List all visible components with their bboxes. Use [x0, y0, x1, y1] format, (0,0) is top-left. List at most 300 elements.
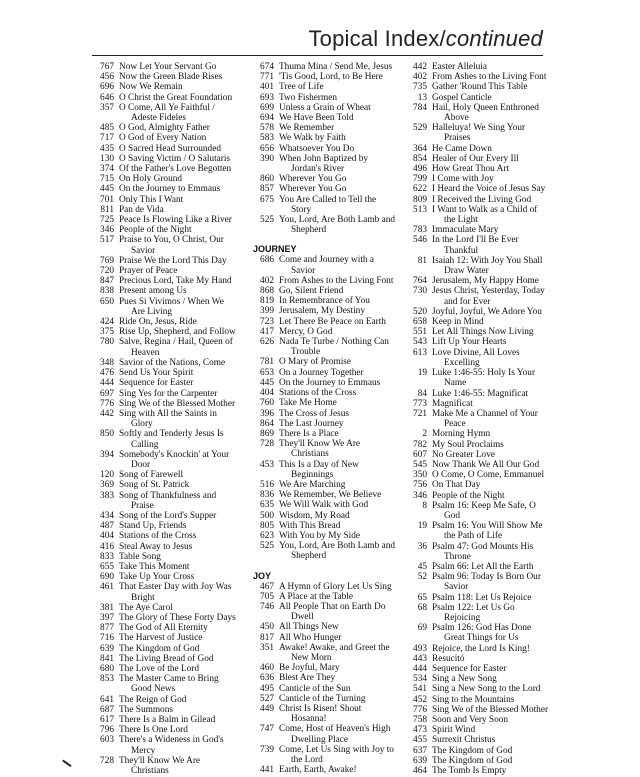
hymn-title: O Sacred Head Surrounded	[119, 143, 221, 154]
index-entry	[253, 490, 413, 500]
hymn-title: Psalm 47: God Mounts His	[432, 541, 534, 552]
hymn-number: 860	[260, 174, 274, 185]
hymn-title: On a Journey Together	[279, 367, 364, 378]
hymn-number: 780	[100, 337, 114, 348]
section-heading: JOURNEY	[253, 244, 297, 255]
hymn-number: 357	[100, 102, 114, 113]
hymn-title: The Kingdom of God	[432, 755, 513, 766]
index-entry	[406, 154, 566, 164]
hymn-title: People of the Night	[432, 490, 505, 501]
index-entry	[406, 235, 566, 255]
index-entry	[406, 348, 566, 368]
hymn-number: 578	[260, 123, 274, 134]
index-entry	[93, 470, 253, 480]
hymn-number: 769	[100, 255, 114, 266]
hymn-number: 653	[260, 367, 274, 378]
hymn-number: 641	[100, 694, 114, 705]
hymn-number: 404	[260, 388, 274, 399]
hymn-number: 13	[417, 92, 427, 103]
hymn-number: 805	[260, 520, 274, 531]
index-entry	[93, 327, 253, 337]
index-entry	[93, 511, 253, 521]
index-entry	[406, 644, 566, 654]
hymn-title: The Glory of These Forty Days	[119, 612, 236, 623]
hymn-title: They'll Know We Are	[279, 439, 361, 450]
hymn-title: Psalm 96: Today Is Born Our	[432, 572, 541, 583]
hymn-number: 485	[100, 123, 114, 134]
hymn-number: 841	[100, 653, 114, 664]
index-entry	[93, 235, 253, 255]
hymn-title: O Mary of Promise	[279, 357, 352, 368]
hymn-number: 730	[413, 286, 427, 297]
index-entry	[93, 317, 253, 327]
hymn-number: 443	[413, 653, 427, 664]
index-entry	[93, 531, 253, 541]
hymn-number: 680	[100, 663, 114, 674]
index-entry	[406, 337, 566, 347]
index-entry	[253, 337, 413, 357]
index-entry	[93, 144, 253, 154]
hymn-number: 639	[413, 755, 427, 766]
index-entry	[253, 215, 413, 235]
hymn-number: 635	[260, 500, 274, 511]
header-title: Topical Index/	[308, 26, 446, 51]
hymn-title: We Will Walk with God	[279, 500, 369, 511]
hymn-title: Gather 'Round This Table	[432, 82, 528, 93]
hymn-number: 434	[100, 510, 114, 521]
index-entry	[93, 521, 253, 531]
index-column-1	[93, 62, 253, 776]
hymn-number: 728	[100, 755, 114, 766]
index-entry	[406, 725, 566, 735]
index-entry	[253, 419, 413, 429]
hymn-title: Psalm 118: Let Us Rejoice	[432, 592, 532, 603]
index-entry	[253, 745, 413, 765]
hymn-number: 68	[417, 602, 427, 613]
hymn-title: I Want to Walk as a Child of	[432, 204, 538, 215]
hymn-title: All People That on Earth Do	[279, 601, 386, 612]
hymn-title: On That Day	[432, 480, 481, 491]
hymn-number: 543	[413, 337, 427, 348]
hymn-number: 460	[260, 663, 274, 674]
hymn-number: 402	[413, 72, 427, 83]
hymn-title-continuation: Praise	[131, 500, 154, 511]
index-entry	[253, 113, 413, 123]
hymn-title-continuation: Throne	[444, 551, 471, 562]
hymn-title: There Is One Lord	[119, 725, 188, 736]
index-entry	[406, 82, 566, 92]
index-entry	[253, 480, 413, 490]
index-entry	[253, 673, 413, 683]
hymn-title: Come, Let Us Sing with Joy to	[279, 744, 394, 755]
hymn-number: 735	[413, 82, 427, 93]
hymn-title: Steal Away to Jesus	[119, 541, 193, 552]
hymn-number: 583	[260, 133, 274, 144]
hymn-title: Jerusalem, My Happy Home	[432, 276, 539, 287]
hymn-title: Sequence for Easter	[432, 663, 507, 674]
hymn-number: 402	[260, 275, 274, 286]
index-entry	[253, 521, 413, 531]
hymn-title: No Greater Love	[432, 449, 495, 460]
hymn-title: I Come with Joy	[432, 174, 494, 185]
index-entry	[93, 674, 253, 694]
index-entry	[93, 82, 253, 92]
index-entry	[406, 399, 566, 409]
hymn-title-continuation: Door	[131, 459, 151, 470]
hymn-title: Nada Te Turbe / Nothing Can	[279, 337, 389, 348]
index-entry	[93, 644, 253, 654]
hymn-number: 476	[100, 368, 114, 379]
index-entry	[406, 327, 566, 337]
hymn-title-continuation: New Morn	[291, 652, 332, 663]
index-entry	[253, 592, 413, 602]
hymn-number: 456	[100, 72, 114, 83]
hymn-number: 658	[413, 317, 427, 328]
hymn-number: 399	[260, 306, 274, 317]
index-entry	[406, 256, 566, 276]
hymn-title: We Have Been Told	[279, 113, 354, 124]
hymn-title-continuation: Shepherd	[291, 225, 327, 236]
hymn-title: The Kingdom of God	[119, 643, 200, 654]
hymn-title-continuation: the Light	[444, 215, 478, 226]
hymn-title: All Things New	[279, 622, 339, 633]
index-entry	[253, 103, 413, 113]
hymn-number: 809	[413, 194, 427, 205]
index-entry	[253, 357, 413, 367]
index-entry	[93, 633, 253, 643]
index-entry	[406, 460, 566, 470]
index-entry	[406, 389, 566, 399]
hymn-title: Song of St. Patrick	[119, 480, 190, 491]
hymn-title: O Saving Victim / O Salutaris	[119, 153, 231, 164]
index-entry	[93, 654, 253, 664]
hymn-number: 396	[260, 408, 274, 419]
hymn-number: 487	[100, 521, 114, 532]
hymn-number: 464	[413, 766, 427, 777]
hymn-number: 444	[100, 378, 114, 389]
index-entry	[93, 450, 253, 470]
hymn-number: 756	[413, 480, 427, 491]
hymn-number: 617	[100, 715, 114, 725]
index-entry	[406, 654, 566, 664]
hymn-number: 130	[100, 153, 114, 164]
hymn-number: 442	[100, 408, 114, 419]
hymn-number: 799	[413, 174, 427, 185]
hymn-title-continuation: Are Living	[131, 306, 173, 317]
hymn-title: With You by My Side	[279, 530, 360, 541]
hymn-title: Canticle of the Sun	[279, 683, 351, 694]
hymn-number: 450	[260, 622, 274, 633]
hymn-number: 758	[413, 715, 427, 725]
hymn-title: We Walk by Faith	[279, 133, 346, 144]
hymn-number: 496	[413, 164, 427, 175]
hymn-number: 783	[413, 225, 427, 236]
hymn-number: 857	[260, 184, 274, 195]
hymn-title-continuation: the Lord	[291, 755, 323, 765]
hymn-title: Psalm 122: Let Us Go	[432, 602, 515, 613]
index-entry	[406, 521, 566, 541]
hymn-title: Song of Thankfulness and	[119, 490, 217, 501]
hymn-number: 65	[417, 592, 427, 603]
index-entry	[93, 215, 253, 225]
hymn-number: 623	[260, 530, 274, 541]
index-entry	[406, 103, 566, 123]
index-entry	[93, 572, 253, 582]
hymn-title: The Summons	[119, 704, 173, 715]
hymn-title: Thuma Mina / Send Me, Jesus	[279, 62, 393, 72]
index-entry	[406, 164, 566, 174]
hymn-number: 819	[260, 296, 274, 307]
hymn-title: Psalm 126: God Has Done	[432, 623, 532, 634]
hymn-title: Sing a New Song to the Lord	[432, 684, 541, 695]
hymn-title-continuation: Beginnings	[291, 469, 334, 480]
index-entry	[93, 664, 253, 674]
hymn-title: Halleluya! We Sing Your	[432, 123, 526, 134]
hymn-number: 626	[260, 337, 274, 348]
index-entry	[93, 154, 253, 164]
hymn-title: Only This I Want	[119, 194, 184, 205]
hymn-title-continuation: Adeste Fideles	[131, 113, 186, 124]
index-entry	[406, 276, 566, 286]
index-entry	[253, 541, 413, 561]
hymn-number: 513	[413, 204, 427, 215]
index-entry	[406, 429, 566, 439]
index-entry	[406, 480, 566, 490]
hymn-number: 534	[413, 674, 427, 685]
hymn-title: You, Lord, Are Both Lamb and	[279, 541, 396, 552]
index-entry	[93, 93, 253, 103]
hymn-title: The Cross of Jesus	[279, 408, 349, 419]
hymn-title: Rejoice, the Lord Is King!	[432, 643, 530, 654]
index-entry	[93, 695, 253, 705]
hymn-title: The Master Came to Bring	[119, 674, 219, 685]
index-entry	[406, 184, 566, 194]
hymn-title: Sing We of the Blessed Mother	[432, 704, 549, 715]
hymn-number: 52	[417, 572, 427, 583]
hymn-number: 739	[260, 744, 274, 755]
hymn-title: There Is a Balm in Gilead	[119, 715, 216, 725]
hymn-title: Present among Us	[119, 286, 187, 297]
hymn-number: 607	[413, 449, 427, 460]
hymn-number: 467	[260, 581, 274, 592]
hymn-number: 771	[260, 72, 274, 83]
index-entry	[93, 266, 253, 276]
hymn-number: 404	[100, 531, 114, 542]
hymn-number: 847	[100, 276, 114, 287]
hymn-title: Joyful, Joyful, We Adore You	[432, 306, 542, 317]
hymn-title: Let All Things Now Living	[432, 327, 534, 338]
index-entry	[406, 491, 566, 501]
index-entry	[253, 123, 413, 133]
index-entry	[93, 491, 253, 511]
index-entry	[406, 409, 566, 429]
hymn-number: 455	[413, 735, 427, 746]
hymn-title: Praise We the Lord This Day	[119, 255, 227, 266]
hymn-number: 720	[100, 266, 114, 277]
hymn-number: 776	[413, 704, 427, 715]
hymn-title-continuation: Praises	[444, 133, 471, 144]
hymn-number: 697	[100, 388, 114, 399]
hymn-title-continuation: Heaven	[131, 347, 160, 358]
hymn-title: The Love of the Lord	[119, 663, 200, 674]
hymn-title-continuation: Dwelling Place	[291, 734, 349, 745]
index-entry	[253, 511, 413, 521]
hymn-title: Jerusalem, My Destiny	[279, 306, 365, 317]
hymn-title-continuation: Trouble	[291, 347, 321, 358]
hymn-number: 527	[260, 693, 274, 704]
hymn-number: 717	[100, 133, 114, 144]
index-entry	[253, 296, 413, 306]
hymn-number: 723	[260, 316, 274, 327]
hymn-title: Praise to You, O Christ, Our	[119, 235, 224, 246]
index-entry	[406, 735, 566, 745]
index-entry	[406, 317, 566, 327]
index-entry	[253, 684, 413, 694]
hymn-title: Now the Green Blade Rises	[119, 72, 223, 83]
hymn-title: Blest Are They	[279, 673, 336, 684]
hymn-title: Stand Up, Friends	[119, 521, 187, 532]
hymn-number: 655	[100, 561, 114, 572]
header-title-continued: continued	[445, 26, 543, 51]
index-entry	[253, 154, 413, 174]
hymn-title: Resucitó	[432, 653, 465, 664]
hymn-number: 715	[100, 174, 114, 185]
hymn-number: 84	[417, 388, 427, 399]
hymn-number: 836	[260, 490, 274, 501]
index-entry	[93, 286, 253, 296]
hymn-title: Lift Up Your Hearts	[432, 337, 507, 348]
hymn-title: In Remembrance of You	[279, 296, 370, 307]
hymn-number: 369	[100, 480, 114, 491]
hymn-number: 817	[260, 632, 274, 643]
index-entry	[93, 429, 253, 449]
index-entry	[406, 542, 566, 562]
index-entry	[93, 256, 253, 266]
hymn-title: How Great Thou Art	[432, 164, 510, 175]
index-entry	[93, 623, 253, 633]
hymn-number: 877	[100, 623, 114, 634]
index-entry	[253, 62, 413, 72]
index-entry	[406, 684, 566, 694]
hymn-title: The Harvest of Justice	[119, 633, 203, 644]
index-entry	[406, 664, 566, 674]
hymn-number: 675	[260, 194, 274, 205]
hymn-title: The Last Journey	[279, 418, 344, 429]
index-entry	[253, 368, 413, 378]
hymn-number: 416	[100, 541, 114, 552]
hymn-number: 442	[413, 62, 427, 72]
hymn-title: With This Bread	[279, 520, 341, 531]
hymn-number: 639	[100, 643, 114, 654]
hymn-number: 453	[260, 459, 274, 470]
hymn-number: 495	[260, 683, 274, 694]
index-entry	[253, 195, 413, 215]
index-entry	[93, 174, 253, 184]
index-entry	[406, 756, 566, 766]
hymn-number: 699	[260, 102, 274, 113]
hymn-number: 838	[100, 286, 114, 297]
index-entry	[93, 756, 253, 776]
hymn-title: There's a Wideness in God's	[119, 735, 224, 746]
hymn-number: 767	[100, 62, 114, 72]
hymn-title: Song of Farewell	[119, 470, 184, 481]
index-entry	[253, 306, 413, 316]
hymn-number: 545	[413, 459, 427, 470]
hymn-number: 637	[413, 745, 427, 756]
hymn-title-continuation: Excelling	[444, 357, 480, 368]
index-entry	[93, 276, 253, 286]
hymn-title-continuation: Christians	[131, 766, 169, 777]
hymn-title: Immaculate Mary	[432, 225, 499, 236]
hymn-number: 864	[260, 418, 274, 429]
hymn-title-continuation: Draw Water	[444, 266, 489, 277]
hymn-title: All Who Hunger	[279, 632, 342, 643]
index-column-3	[406, 62, 566, 776]
hymn-title: The God of All Eternity	[119, 623, 208, 634]
hymn-title: Psalm 16: You Will Show Me	[432, 521, 543, 532]
index-entry	[253, 765, 413, 775]
hymn-title: Rise Up, Shepherd, and Follow	[119, 327, 236, 338]
index-entry	[253, 398, 413, 408]
index-entry	[253, 582, 413, 592]
hymn-number: 381	[100, 602, 114, 613]
index-entry	[406, 225, 566, 235]
index-entry	[93, 133, 253, 143]
hymn-title: Tree of Life	[279, 82, 324, 93]
hymn-title: Mercy, O God	[279, 326, 333, 337]
hymn-title: O Come, O Come, Emmanuel	[432, 470, 545, 481]
index-entry	[93, 337, 253, 357]
hymn-title: 'Tis Good, Lord, to Be Here	[279, 72, 383, 83]
hymn-title-continuation: Savior	[444, 582, 469, 593]
index-entry	[406, 501, 566, 521]
index-entry	[93, 195, 253, 205]
hymn-number: 36	[417, 541, 427, 552]
hymn-title-continuation: Mercy	[131, 745, 156, 756]
index-entry	[253, 317, 413, 327]
hymn-title-continuation: Shepherd	[291, 551, 327, 562]
index-entry	[93, 164, 253, 174]
hymn-title: A Hymn of Glory Let Us Sing	[279, 581, 392, 592]
hymn-number: 394	[100, 449, 114, 460]
index-entry	[93, 725, 253, 735]
hymn-number: 417	[260, 326, 274, 337]
index-entry	[93, 480, 253, 490]
hymn-number: 796	[100, 725, 114, 736]
index-entry	[406, 205, 566, 225]
hymn-number: 716	[100, 633, 114, 644]
hymn-title: There Is a Place	[279, 428, 339, 439]
hymn-title: From Ashes to the Living Font	[279, 275, 394, 286]
hymn-title: Take Up Your Cross	[119, 572, 195, 583]
hymn-title: Wisdom, My Road	[279, 510, 350, 521]
hymn-title: Sequence for Easter	[119, 378, 194, 389]
index-entry	[406, 286, 566, 306]
hymn-number: 401	[260, 82, 274, 93]
index-entry	[406, 705, 566, 715]
hymn-number: 781	[260, 357, 274, 368]
hymn-title: Whatsoever You Do	[279, 143, 355, 154]
hymn-title: Pues Si Vivimos / When We	[119, 296, 224, 307]
hymn-number: 452	[413, 694, 427, 705]
hymn-number: 747	[260, 724, 274, 735]
hymn-title: Jesus Christ, Yesterday, Today	[432, 286, 545, 297]
index-entry	[93, 705, 253, 715]
hymn-number: 516	[260, 479, 274, 490]
hymn-title-continuation: Rejoicing	[444, 612, 481, 623]
hymn-title: Wherever You Go	[279, 174, 347, 185]
hymn-title: The Living Bread of God	[119, 653, 214, 664]
